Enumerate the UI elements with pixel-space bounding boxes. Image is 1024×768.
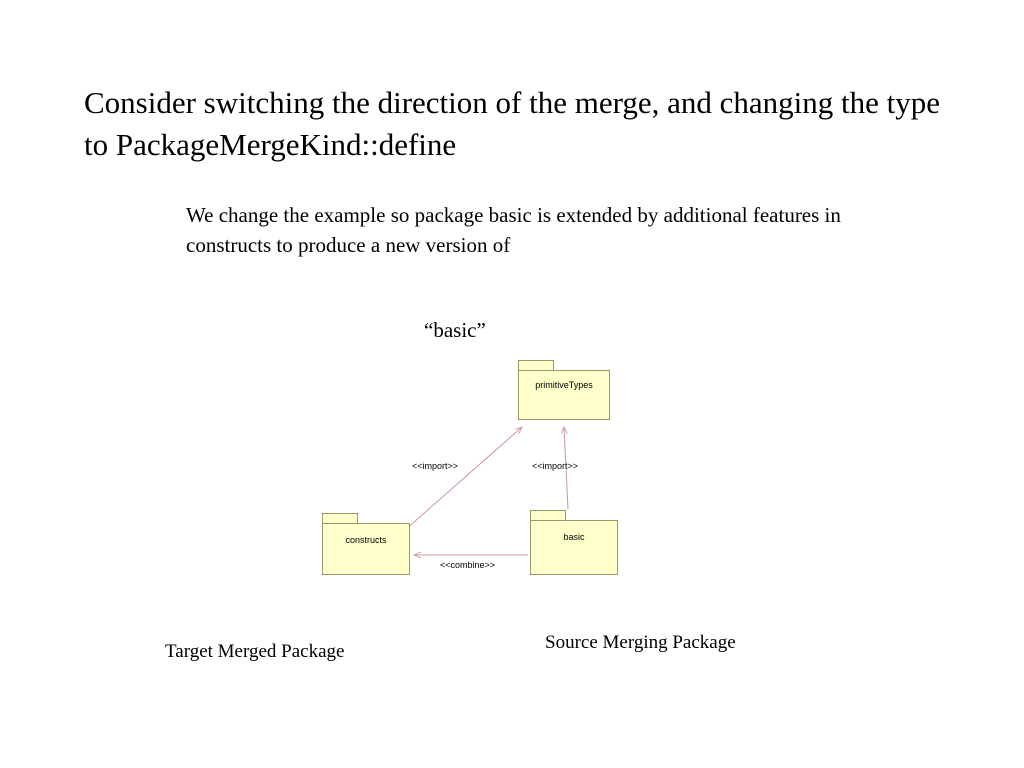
package-basic[interactable] <box>530 510 618 575</box>
slide-body-text: We change the example so package basic is extended by additional features in constructs to produce a new version of <box>186 203 841 258</box>
package-label: basic <box>563 532 585 542</box>
caption-source-merging-package: Source Merging Package <box>545 632 736 653</box>
package-label: constructs <box>345 535 387 545</box>
package-constructs[interactable] <box>322 513 410 575</box>
slide-title: Consider switching the direction of the merge, and changing the type to PackageMergeKind::define <box>84 85 941 162</box>
edge-label-combine: <<combine>> <box>440 560 496 570</box>
package-body <box>322 523 410 575</box>
slide-quoted-text: “basic” <box>424 318 486 342</box>
edge-label-import-basic: <<import>> <box>532 461 579 471</box>
uml-package-diagram <box>300 355 720 600</box>
package-body <box>518 370 610 420</box>
edge-constructs-to-primitivetypes <box>405 427 522 530</box>
package-primitivetypes[interactable] <box>518 360 610 420</box>
edge-label-import-constructs: <<import>> <box>412 461 459 471</box>
caption-target-merged-package: Target Merged Package <box>165 641 345 662</box>
package-body <box>530 520 618 575</box>
package-label: primitiveTypes <box>535 380 593 390</box>
